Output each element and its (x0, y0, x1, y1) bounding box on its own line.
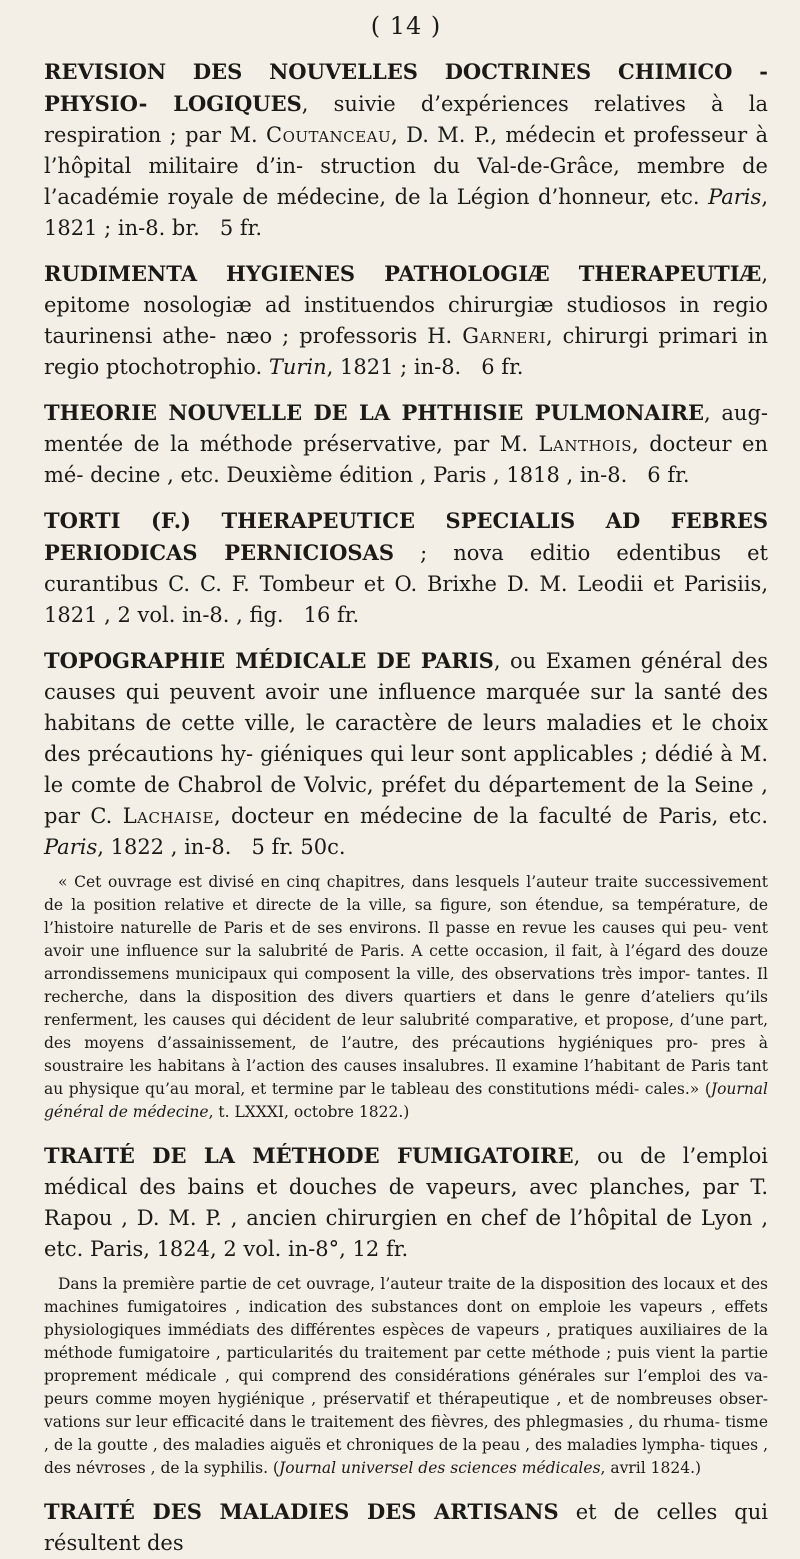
entry-title: RUDIMENTA HYGIENES PATHOLOGIÆ THERAPEUTIÆ (44, 261, 762, 286)
note-journal: Journal universel des sciences médicales (278, 1459, 601, 1477)
entry-place: Turin (268, 355, 327, 379)
entry-text: , ou de l’emploi médical des bains et douches de vapeurs, avec planches, par T. Rapou , D. M. P. , ancien chirurgien en chef de l’hôpital de Lyon , etc. Paris, 1824, 2 vol. in-8°, (44, 1144, 768, 1261)
entry-title: TORTI (F.) THERAPEUTICE SPECIALIS AD FEBRES PERIODICAS PERNICIOSAS (44, 508, 768, 565)
entry-author: Garneri (462, 324, 546, 348)
bibliography-entry (44, 505, 768, 631)
entry-text: , aug- mentée de la méthode préservative, par M. (44, 401, 768, 456)
entry-author: Coutanceau (266, 123, 392, 147)
entry-place: Paris (44, 835, 98, 859)
entry-author: Lachaise (122, 804, 215, 828)
entry-text: , suivie d’expériences relatives à la respiration ; par M. (44, 92, 768, 147)
entry-price: 6 fr. (481, 355, 524, 379)
entry-text: , epitome nosologiæ ad instituendos chirurgiæ studiosos in regio taurinensi athe- næo ; professoris H. (44, 262, 768, 348)
note-journal: Journal général de médecine (44, 1080, 768, 1121)
entry-price: 6 fr. (647, 463, 690, 487)
entry-title: TRAITÉ DES MALADIES DES ARTISANS (44, 1499, 559, 1524)
entry-title: TRAITÉ DE LA MÉTHODE FUMIGATOIRE (44, 1143, 574, 1168)
entry-text: , 1821 ; in-8. (326, 355, 462, 379)
entry-text: , 1822 , in-8. (97, 835, 232, 859)
note-text: , avril 1824.) (600, 1459, 702, 1477)
entry-author: Lanthois (538, 432, 633, 456)
bibliography-entry (44, 56, 768, 244)
entry-place: Paris (708, 185, 762, 209)
review-note (44, 1273, 768, 1480)
entry-price: 12 fr. (352, 1237, 409, 1261)
entry-price: 16 fr. (303, 603, 360, 627)
entry-title: REVISION DES NOUVELLES DOCTRINES CHIMICO - PHYSIO- LOGIQUES (44, 59, 768, 116)
review-note (44, 871, 768, 1124)
bibliography-entry (44, 1496, 768, 1559)
entry-title: TOPOGRAPHIE MÉDICALE DE PARIS (44, 648, 494, 673)
entry-text: , docteur en mé- decine , etc. Deuxième édition , Paris , 1818 , in-8. (44, 432, 768, 487)
entry-price: 5 fr. 50c. (251, 835, 346, 859)
note-text: Dans la première partie de cet ouvrage, l’auteur traite de la disposition des locaux et des machines fumigatoires , indication des substances dont on emploie les vapeurs , effets physiologiques immédiats des différentes espèces de vapeurs , pratiques auxiliaires de la méthode fumigatoire , particularités du traitement par cette méthode ; puis vient la partie proprement médicale , qui comprend des considérations générales sur l’emploi des va- peurs comme moyen hygiénique , préservatif et thérapeutique , et de nombreuses obser- vations sur leur efficacité dans le traitement des fièvres, des phlegmasies , du rhuma- tisme , de la goutte , des maladies aiguës et chroniques de la peau , des maladies lympha- tiques , des névroses , de la syphilis. ( (44, 1275, 768, 1477)
entry-title: THEORIE NOUVELLE DE LA PHTHISIE PULMONAIRE (44, 400, 704, 425)
note-text: , t. LXXXI, octobre 1822.) (208, 1103, 410, 1121)
entry-text: , ou Examen général des causes qui peuvent avoir une influence marquée sur la santé des habitans de cette ville, le caractère de leurs maladies et le choix des précautions hy- giéniques qui leur sont applicables ; dédié à M. le comte de Chabrol de Volvic, préfet du département de la Seine , par C. (44, 649, 768, 828)
bibliography-entry (44, 1140, 768, 1265)
entry-text: , chirurgi primari in regio ptochotrophio. (44, 324, 768, 379)
entry-text: , 1821 ; in-8. br. (44, 185, 768, 240)
page-number: ( 14 ) (370, 12, 442, 40)
entry-text: , D. M. P., médecin et professeur à l’hôpital militaire d’in- struction du Val-de-Grâce, membre de l’académie royale de médecine, de la Légion d’honneur, etc. (44, 123, 768, 209)
bibliography-entry (44, 397, 768, 491)
bibliography-entry (44, 645, 768, 863)
entry-text: , docteur en médecine de la faculté de Paris, etc. (214, 804, 768, 828)
note-text: « Cet ouvrage est divisé en cinq chapitres, dans lesquels l’auteur traite successivement de la position relative et directe de la ville, sa figure, son étendue, sa température, de l’histoire naturelle de Paris et de ses environs. Il passe en revue les causes qui peu- vent avoir une influence sur la salubrité de Paris. A cette occasion, il fait, à l’égard des douze arrondissemens municipaux qui composent la ville, des observations très impor- tantes. Il recherche, dans la disposition des divers quartiers et dans le genre d’ateliers qu’ils renferment, les causes qui décident de leur salubrité comparative, et propose, d’une part, des moyens d’assainissement, de l’autre, des précautions hygiéniques pro- pres à soustraire les habitans à l’action des causes insalubres. Il examine l’habitant de Paris tant au physique qu’au moral, et termine par le tableau des constitutions médi- cales.» ( (44, 873, 768, 1098)
entry-text: ; nova editio edentibus et curantibus C. C. F. Tombeur et O. Brixhe D. M. Leodii et Parisiis, 1821 , 2 vol. in-8. , fig. (44, 541, 768, 627)
entry-price: 5 fr. (219, 216, 263, 240)
entry-text: et de celles qui résultent des (44, 1500, 768, 1555)
bibliography-entry (44, 258, 768, 383)
